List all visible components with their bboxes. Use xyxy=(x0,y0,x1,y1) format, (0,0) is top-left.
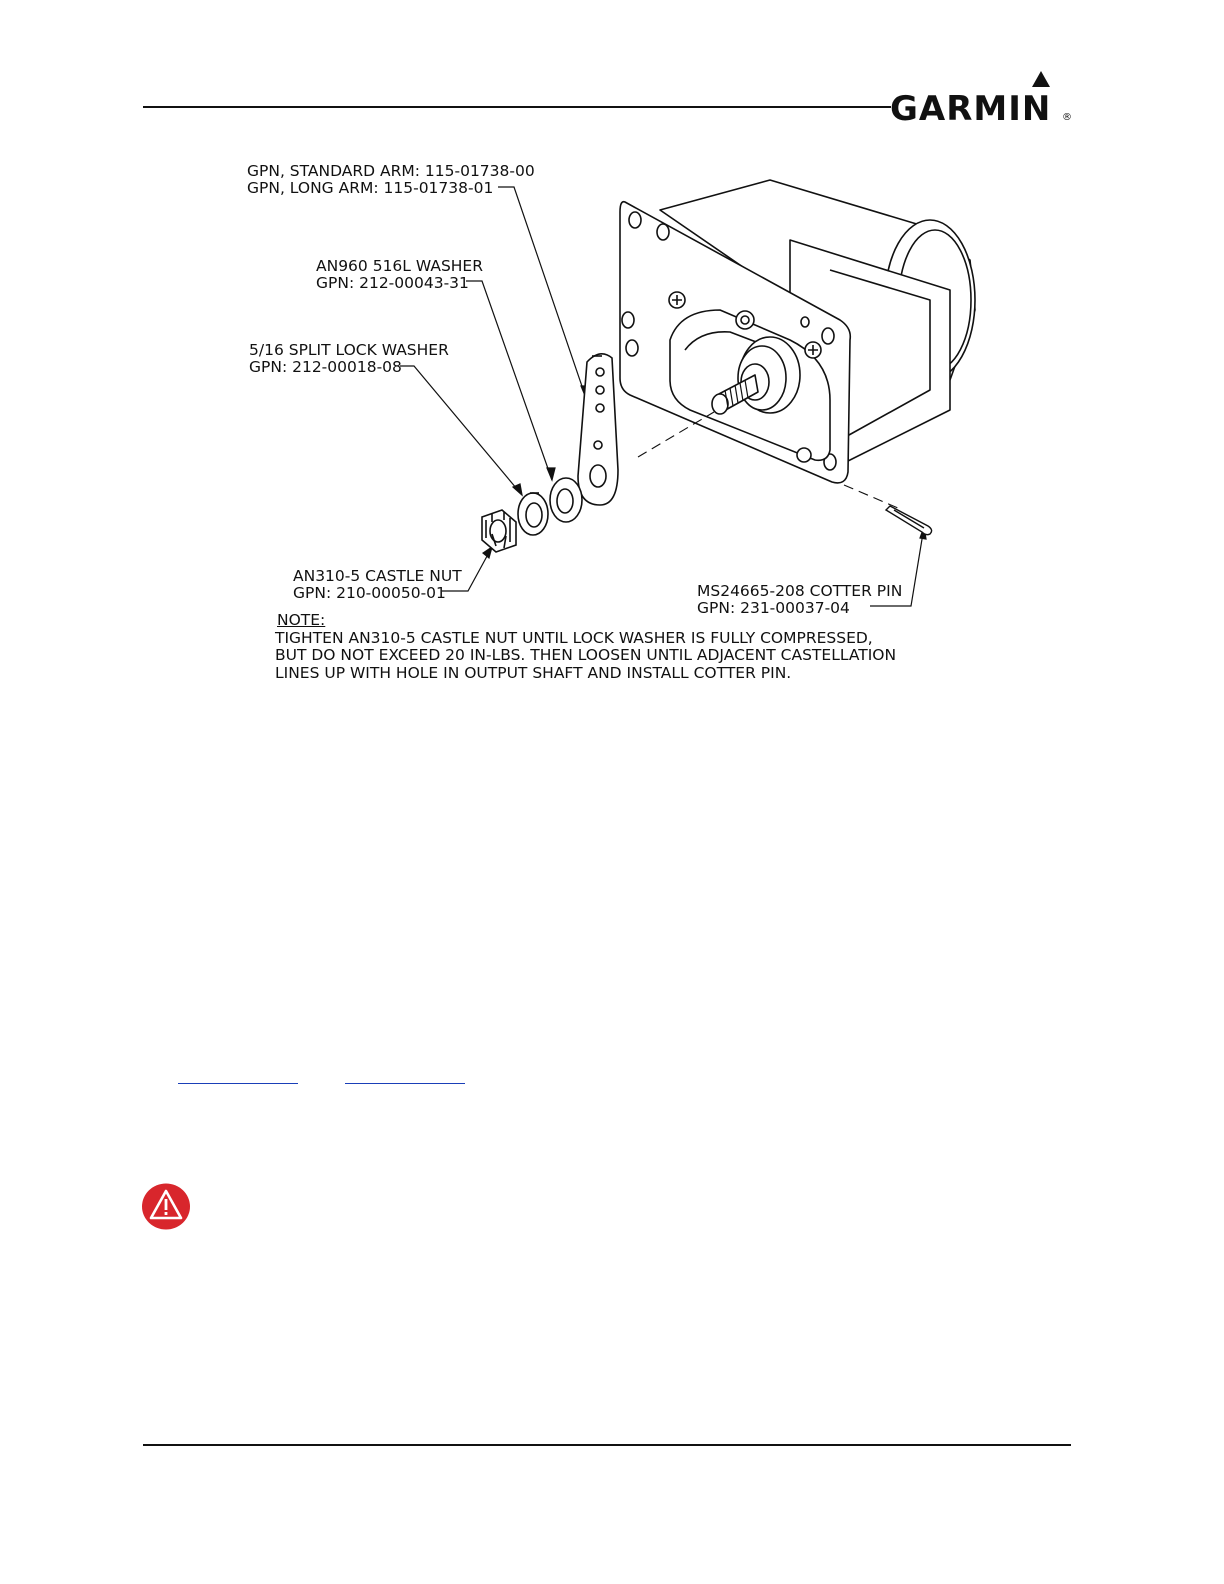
note-title: NOTE: xyxy=(277,611,326,629)
cotter-pin xyxy=(886,506,932,535)
note-line-2: BUT DO NOT EXCEED 20 IN-LBS. THEN LOOSEN UNTIL ADJACENT CASTELLATION xyxy=(275,646,897,664)
servo-arm xyxy=(578,354,618,505)
link-underline-1[interactable] xyxy=(178,1083,298,1084)
label-castle-nut-gpn: GPN: 210-00050-01 xyxy=(293,584,446,602)
garmin-logo xyxy=(888,70,1073,126)
label-castle-nut-name: AN310-5 CASTLE NUT xyxy=(293,567,462,585)
label-lock-washer-name: 5/16 SPLIT LOCK WASHER xyxy=(249,341,449,359)
label-cotter-pin-gpn: GPN: 231-00037-04 xyxy=(697,599,850,617)
header-rule xyxy=(143,106,891,108)
label-washer-gpn: GPN: 212-00043-31 xyxy=(316,274,469,292)
registered-mark: ® xyxy=(1062,112,1072,123)
label-cotter-pin-name: MS24665-208 COTTER PIN xyxy=(697,582,903,600)
label-arm-long: GPN, LONG ARM: 115-01738-01 xyxy=(247,179,494,197)
label-arm-standard: GPN, STANDARD ARM: 115-01738-00 xyxy=(247,162,535,180)
castle-nut xyxy=(482,510,516,552)
servo-body xyxy=(620,180,975,483)
warning-icon xyxy=(141,1183,191,1230)
note-line-3: LINES UP WITH HOLE IN OUTPUT SHAFT AND INSTALL COTTER PIN. xyxy=(275,663,792,682)
brand-text: GARMIN xyxy=(890,89,1052,126)
label-lock-washer-gpn: GPN: 212-00018-08 xyxy=(249,358,402,376)
label-washer-name: AN960 516L WASHER xyxy=(316,257,483,275)
installation-note xyxy=(275,612,955,682)
link-underline-2[interactable] xyxy=(345,1083,465,1084)
note-line-1: TIGHTEN AN310-5 CASTLE NUT UNTIL LOCK WASHER IS FULLY COMPRESSED, xyxy=(275,628,873,647)
washers xyxy=(518,478,582,535)
footer-rule xyxy=(143,1444,1071,1446)
